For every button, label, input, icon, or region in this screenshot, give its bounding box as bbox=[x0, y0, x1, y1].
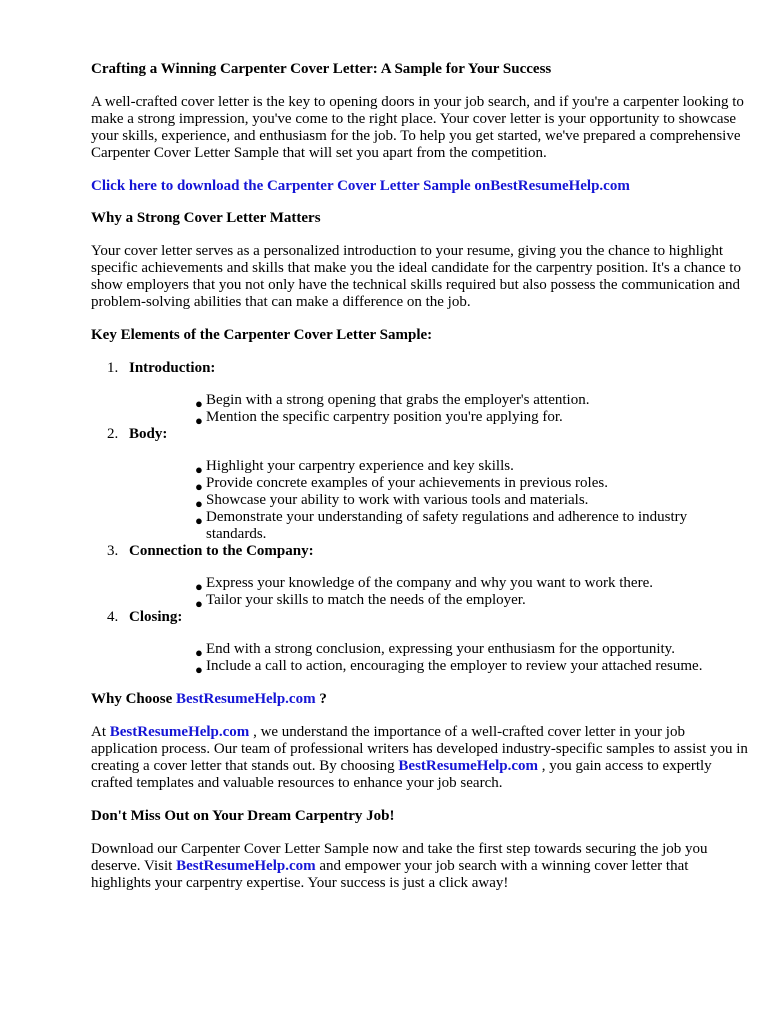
bullet-dot-icon: ● bbox=[195, 496, 203, 511]
why-choose-heading-link[interactable]: BestResumeHelp.com bbox=[176, 691, 316, 707]
bullet-text: Express your knowledge of the company and why you want to work there. bbox=[206, 575, 653, 591]
bullet-item bbox=[195, 475, 751, 494]
dont-miss-paragraph bbox=[91, 841, 751, 892]
why-choose-paragraph bbox=[91, 724, 751, 792]
why-choose-link-2[interactable]: BestResumeHelp.com bbox=[398, 758, 538, 774]
bullet-dot-icon: ● bbox=[195, 596, 203, 611]
intro-paragraph: A well-crafted cover letter is the key to opening doors in your job search, and if you're a carpenter looking to make a strong impression, you've come to the right place. Your cover letter is your opportunity to showcase your skills, experience, and enthusiasm for the job. To help you get started, we've prepared a comprehensive Carpenter Cover Letter Sample that will set you apart from the competition. bbox=[91, 94, 744, 161]
key-elements-heading: Key Elements of the Carpenter Cover Letter Sample: bbox=[91, 327, 433, 343]
bullet-text: End with a strong conclusion, expressing your enthusiasm for the opportunity. bbox=[206, 641, 675, 657]
bullet-dot-icon: ● bbox=[195, 462, 203, 477]
bullet-item bbox=[195, 592, 751, 611]
item-number: 4. bbox=[107, 609, 119, 625]
bullet-list bbox=[129, 458, 751, 543]
bullet-list bbox=[129, 641, 751, 675]
bullet-item bbox=[195, 458, 751, 477]
why-choose-suffix: ? bbox=[319, 691, 327, 707]
document-content bbox=[91, 61, 751, 908]
why-matters-paragraph: Your cover letter serves as a personalized introduction to your resume, giving you the chance to highlight specific achievements and skills that make you the ideal candidate for the carpentry position. It's a chance to show employers that you not only have the technical skills required but also possess the communication and problem-solving abilities that can make a difference on the job. bbox=[91, 243, 741, 310]
bullet-list bbox=[129, 392, 751, 426]
dont-miss-heading: Don't Miss Out on Your Dream Carpentry Job! bbox=[91, 808, 395, 824]
bullet-item bbox=[195, 575, 751, 594]
why-choose-at: At bbox=[91, 724, 106, 740]
item-title: Connection to the Company: bbox=[129, 543, 314, 559]
dont-miss-start: Download our Carpenter Cover Letter Sample now and take the first step towards securing the job you deserve. Visit bbox=[91, 841, 708, 874]
page-title: Crafting a Winning Carpenter Cover Letter: A Sample for Your Success bbox=[91, 61, 552, 77]
bullet-text: Showcase your ability to work with various tools and materials. bbox=[206, 492, 589, 508]
key-element-item bbox=[91, 609, 751, 675]
item-title: Introduction: bbox=[129, 360, 216, 376]
key-element-item bbox=[91, 426, 751, 543]
bullet-text: Demonstrate your understanding of safety regulations and adherence to industry standards. bbox=[206, 509, 688, 542]
key-elements-list bbox=[91, 360, 751, 675]
item-number: 2. bbox=[107, 426, 119, 442]
why-choose-link-1[interactable]: BestResumeHelp.com bbox=[109, 724, 250, 740]
key-element-item bbox=[91, 543, 751, 609]
item-number: 3. bbox=[107, 543, 119, 559]
why-choose-mid: , we understand the importance of a well-crafted cover letter in your job application process. Our team of professional writers has developed industry-specific samples to assist you in creating a cover letter that stands out. By choosing bbox=[91, 724, 748, 774]
dont-miss-end: and empower your job search with a winning cover letter that highlights your carpentry expertise. Your success is just a click away! bbox=[91, 858, 689, 891]
bullet-item bbox=[195, 658, 751, 677]
bullet-text: Provide concrete examples of your achievements in previous roles. bbox=[206, 475, 608, 491]
bullet-dot-icon: ● bbox=[195, 479, 203, 494]
download-link[interactable] bbox=[91, 178, 630, 194]
download-link-text: Click here to download the Carpenter Cover Letter Sample on bbox=[91, 178, 491, 194]
bullet-list bbox=[129, 575, 751, 609]
bullet-dot-icon: ● bbox=[195, 579, 203, 594]
why-choose-end: , you gain access to expertly crafted templates and valuable resources to enhance your job search. bbox=[91, 758, 712, 791]
item-title: Closing: bbox=[129, 609, 183, 625]
bullet-text: Begin with a strong opening that grabs the employer's attention. bbox=[206, 392, 590, 408]
bullet-dot-icon: ● bbox=[195, 645, 203, 660]
why-matters-heading: Why a Strong Cover Letter Matters bbox=[91, 210, 321, 226]
bullet-item bbox=[195, 641, 751, 660]
bullet-dot-icon: ● bbox=[195, 413, 203, 428]
bullet-dot-icon: ● bbox=[195, 396, 203, 411]
key-element-item bbox=[91, 360, 751, 426]
dont-miss-link[interactable]: BestResumeHelp.com bbox=[176, 858, 316, 874]
bullet-dot-icon: ● bbox=[195, 662, 203, 677]
item-title: Body: bbox=[129, 426, 168, 442]
download-link-site: BestResumeHelp.com bbox=[490, 178, 630, 194]
bullet-item bbox=[195, 492, 751, 511]
bullet-text: Highlight your carpentry experience and key skills. bbox=[206, 458, 514, 474]
bullet-text: Mention the specific carpentry position you're applying for. bbox=[206, 409, 563, 425]
why-choose-prefix: Why Choose bbox=[91, 691, 173, 707]
bullet-text: Include a call to action, encouraging the employer to review your attached resume. bbox=[206, 658, 703, 674]
item-number: 1. bbox=[107, 360, 119, 376]
why-choose-heading bbox=[91, 691, 751, 708]
bullet-item bbox=[195, 409, 751, 428]
bullet-dot-icon: ● bbox=[195, 513, 203, 528]
bullet-item bbox=[195, 392, 751, 411]
bullet-item bbox=[195, 509, 751, 543]
download-line bbox=[91, 178, 751, 195]
bullet-text: Tailor your skills to match the needs of the employer. bbox=[206, 592, 526, 608]
